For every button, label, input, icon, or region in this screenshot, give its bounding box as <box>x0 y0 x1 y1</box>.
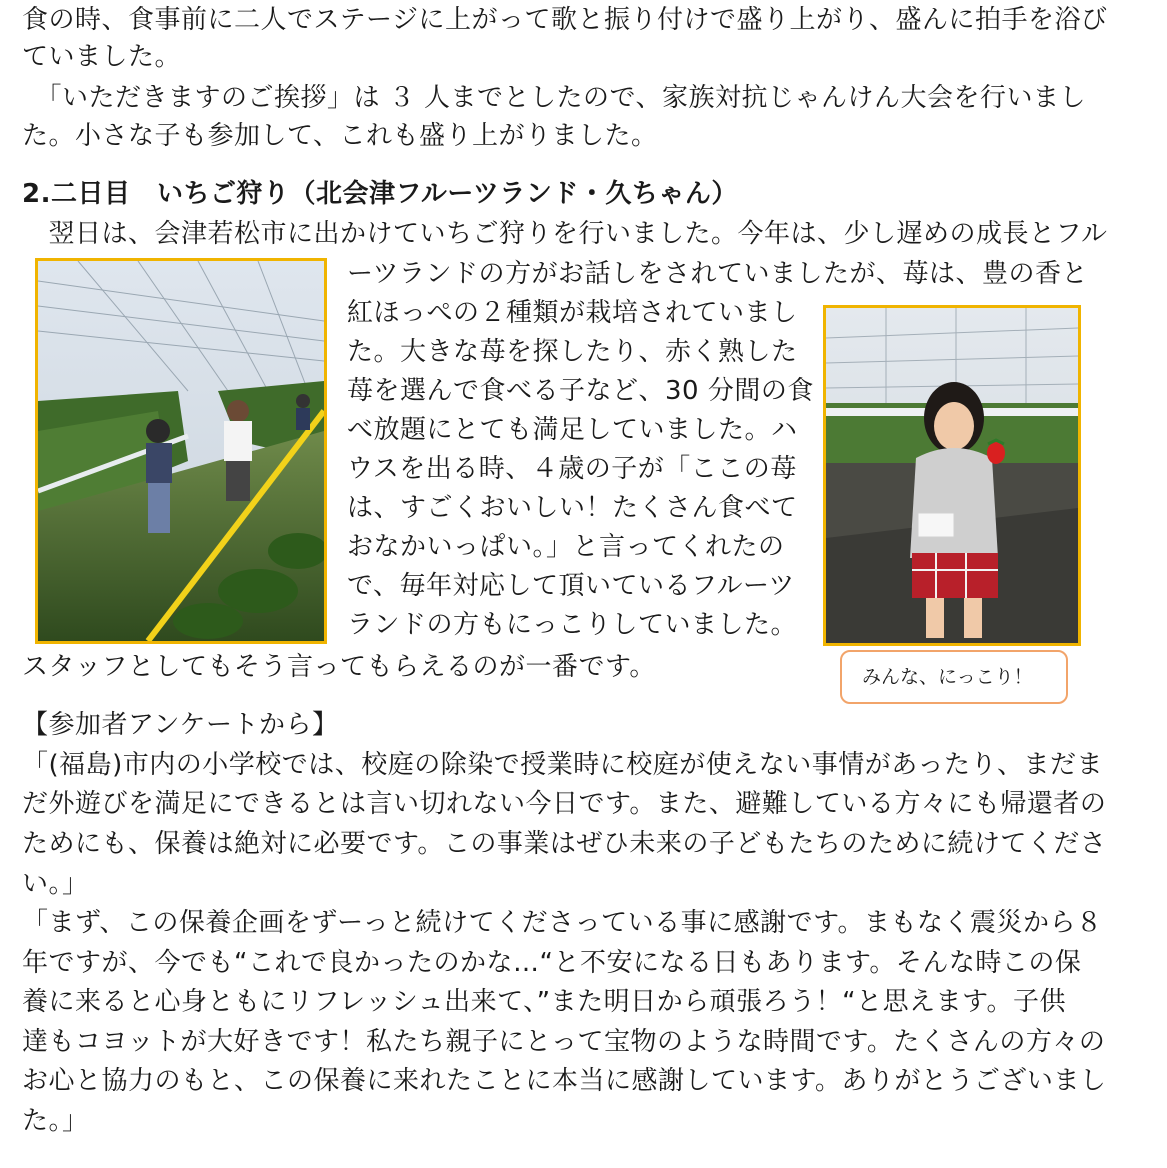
paragraph-line: た。大きな苺を探したり、赤く熟した <box>347 337 798 367</box>
paragraph-line: ていました。 <box>22 42 182 72</box>
photo-caption: みんな、にっこり！ <box>862 666 1033 688</box>
paragraph-line: ーツランドの方がお話しをされていましたが、苺は、豊の香と <box>347 259 1088 289</box>
survey-line: い。」 <box>22 869 89 899</box>
paragraph-line: 紅ほっぺの２種類が栽培されていまし <box>347 298 798 328</box>
survey-line: た。」 <box>22 1106 89 1136</box>
girl-illustration <box>826 308 1078 643</box>
section-heading: 2.二日目 いちご狩り（北会津フルーツランド・久ちゃん） <box>22 179 738 209</box>
paragraph-line: た。小さな子も参加して、これも盛り上がりました。 <box>22 121 658 151</box>
paragraph-line: ランドの方もにっこりしていました。 <box>347 610 797 640</box>
survey-line: 年ですが、今でも“これで良かったのかな…“と不安になる日もあります。そんな時この保 <box>22 948 1082 978</box>
paragraph-line: で、毎年対応して頂いているフルーツ <box>347 571 795 601</box>
paragraph-line: ウスを出る時、４歳の子が「ここの苺 <box>347 454 797 484</box>
survey-line: 「(福島)市内の小学校では、校庭の除染で授業時に校庭が使えない事情があったり、まだま <box>22 750 1104 780</box>
survey-heading: 【参加者アンケートから】 <box>22 710 339 740</box>
strawberry-greenhouse-photo <box>35 258 327 644</box>
survey-line: ためにも、保養は絶対に必要です。この事業はぜひ未来の子どもたちのために続けてくださ <box>22 829 1107 859</box>
paragraph-line: 苺を選んで食べる子など、30 分間の食 <box>347 376 814 406</box>
paragraph-line: 食の時、食事前に二人でステージに上がって歌と振り付けで盛り上がり、盛んに拍手を浴び <box>22 5 1108 35</box>
paragraph-line: 翌日は、会津若松市に出かけていちご狩りを行いました。今年は、少し遅めの成長とフル <box>22 219 1108 249</box>
survey-line: お心と協力のもと、この保養に来れたことに本当に感謝しています。ありがとうございまし <box>22 1066 1107 1096</box>
paragraph-line: おなかいっぱい。」と言ってくれたの <box>347 532 785 562</box>
greenhouse-illustration <box>38 261 324 641</box>
photo-caption-box <box>840 650 1068 704</box>
paragraph-line: は、すごくおいしい！たくさん食べて <box>347 493 798 523</box>
survey-line: 「まず、この保養企画をずーっと続けてくださっている事に感謝です。まもなく震災から８ <box>22 908 1103 938</box>
paragraph-line: べ放題にとても満足していました。ハ <box>347 415 798 445</box>
survey-line: 養に来ると心身ともにリフレッシュ出来て、”また明日から頑張ろう！“と思えます。子供 <box>22 987 1067 1017</box>
survey-line: 達もコヨットが大好きです！私たち親子にとって宝物のような時間です。たくさんの方々の <box>22 1027 1106 1057</box>
paragraph-line: スタッフとしてもそう言ってもらえるのが一番です。 <box>22 652 656 682</box>
survey-line: だ外遊びを満足にできるとは言い切れない今日です。また、避難している方々にも帰還者の <box>22 789 1107 819</box>
paragraph-line: 「いただきますのご挨拶」は ３ 人までとしたので、家族対抗じゃんけん大会を行いまし <box>22 83 1087 113</box>
girl-with-strawberry-photo <box>823 305 1081 646</box>
